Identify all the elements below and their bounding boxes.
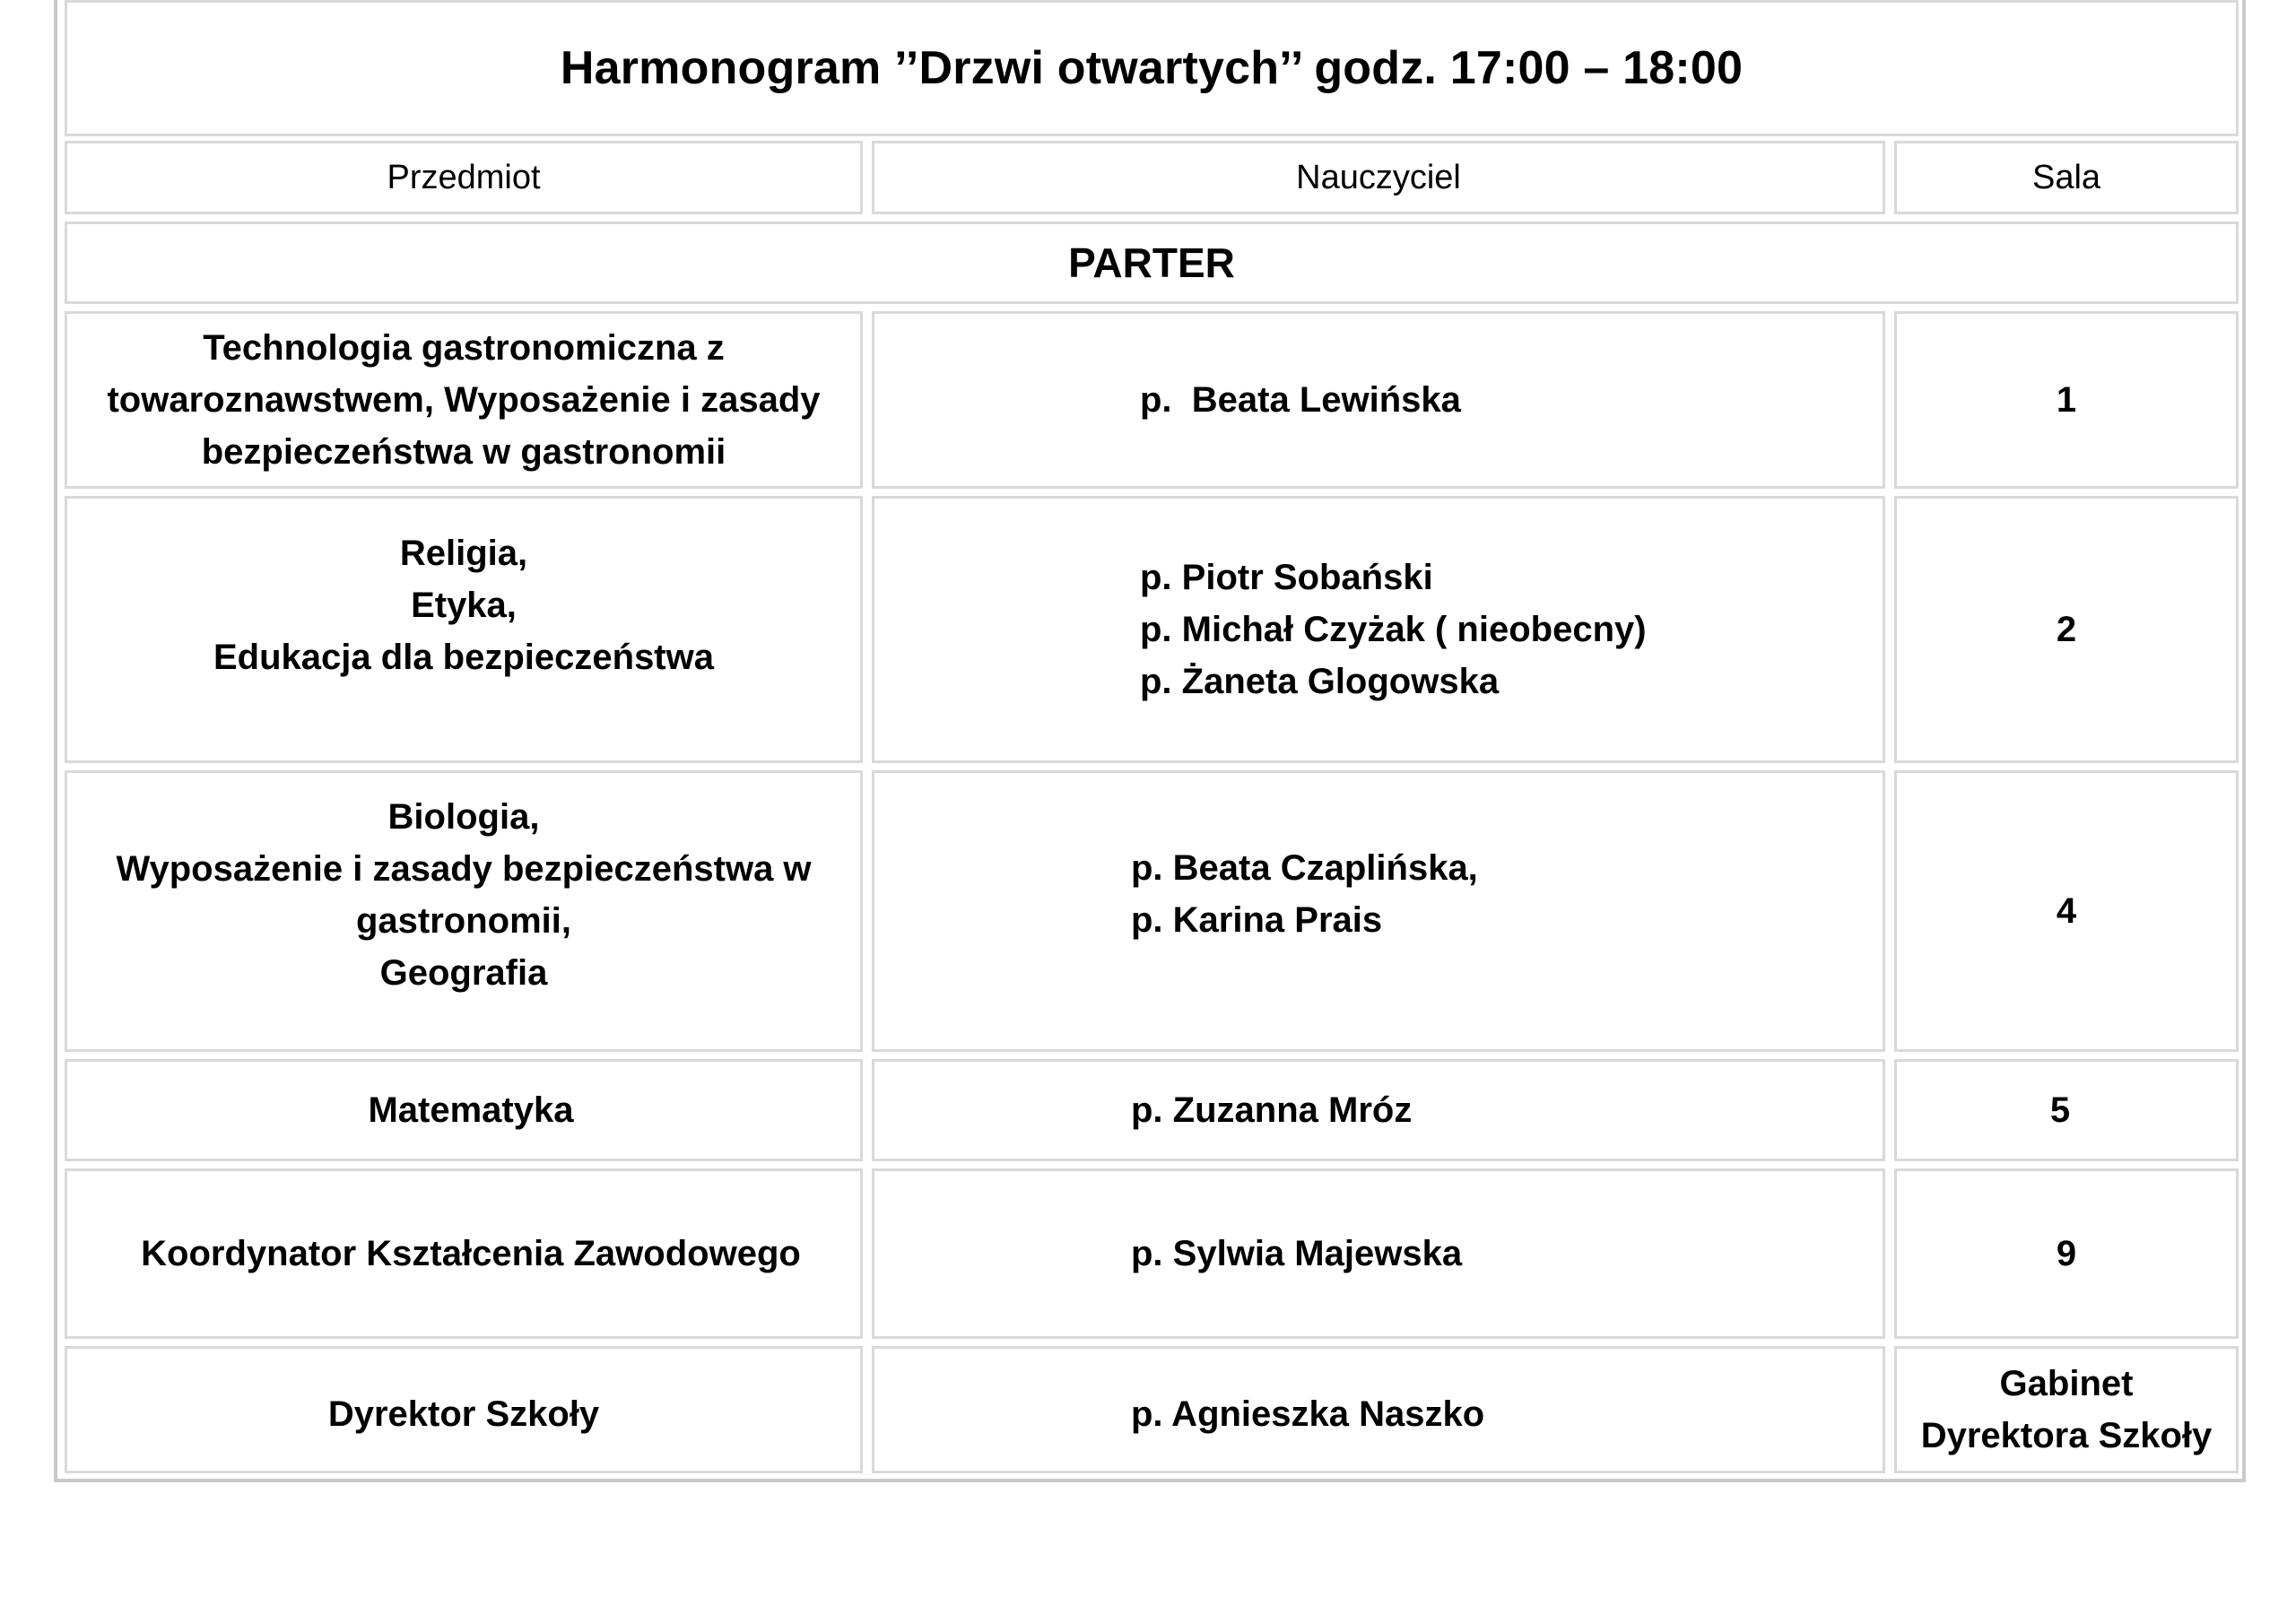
room-line: 9 <box>2056 1234 2077 1273</box>
subject-line: Technologia gastronomiczna z <box>203 328 725 368</box>
row-room <box>1894 311 2239 489</box>
subject-line: Wyposażenie i zasady bezpieczeństwa w <box>116 849 812 889</box>
row-teacher <box>872 770 1885 1052</box>
row-room <box>1894 1346 2239 1473</box>
schedule-table <box>54 0 2246 1482</box>
subject-line: Edukacja dla bezpieczeństwa <box>213 638 714 677</box>
teacher-line: p. Agnieszka Naszko <box>1131 1394 1485 1434</box>
subject-line: Geografia <box>379 953 548 993</box>
teacher-line: p. Michał Czyżak ( nieobecny) <box>1140 610 1647 649</box>
row-room <box>1894 496 2239 763</box>
row-subject <box>65 1059 863 1161</box>
teacher-line: p. Beata Lewińska <box>1140 380 1461 420</box>
header-subject-label: Przedmiot <box>387 158 541 196</box>
teacher-line: p. Karina Prais <box>1131 900 1383 940</box>
row-subject <box>65 496 863 763</box>
teacher-line: p. Piotr Sobański <box>1140 558 1433 597</box>
header-room <box>1894 141 2239 214</box>
subject-line: Religia, <box>399 534 528 573</box>
room-line: 4 <box>2056 891 2077 931</box>
subject-line: Koordynator Kształcenia Zawodowego <box>141 1234 801 1273</box>
row-room <box>1894 1168 2239 1339</box>
row-teacher <box>872 496 1885 763</box>
schedule-title-text: Harmonogram ’’Drzwi otwartych’’ godz. 17:00 – 18:00 <box>560 42 1744 94</box>
subject-line: Dyrektor Szkoły <box>327 1394 600 1434</box>
teacher-line: p. Sylwia Majewska <box>1131 1234 1463 1273</box>
row-subject <box>65 770 863 1052</box>
row-teacher <box>872 1059 1885 1161</box>
row-room <box>1894 1059 2239 1161</box>
subject-line: Matematyka <box>368 1090 574 1130</box>
teacher-line: p. Zuzanna Mróz <box>1131 1090 1413 1130</box>
subject-line: gastronomii, <box>355 901 571 941</box>
room-line: 1 <box>2056 380 2077 420</box>
row-subject <box>65 1346 863 1473</box>
header-teacher <box>872 141 1885 214</box>
teacher-line: p. Beata Czaplińska, <box>1131 848 1478 888</box>
schedule-title <box>65 0 2239 136</box>
room-line: 2 <box>2056 610 2077 649</box>
section-parter-label: PARTER <box>1068 239 1235 286</box>
subject-line: towaroznawstwem, Wyposażenie i zasady <box>107 380 821 420</box>
row-teacher <box>872 311 1885 489</box>
row-room <box>1894 770 2239 1052</box>
subject-line: Biologia, <box>387 797 540 837</box>
header-subject <box>65 141 863 214</box>
row-teacher <box>872 1168 1885 1339</box>
section-parter <box>65 221 2239 304</box>
subject-line: Etyka, <box>411 586 517 625</box>
room-line: Dyrektora Szkoły <box>1920 1416 2213 1455</box>
header-teacher-label: Nauczyciel <box>1296 158 1461 196</box>
room-line: 5 <box>2049 1090 2071 1130</box>
row-subject <box>65 1168 863 1339</box>
header-room-label: Sala <box>2031 158 2101 196</box>
subject-line: bezpieczeństwa w gastronomii <box>201 432 726 472</box>
teacher-line: p. Żaneta Glogowska <box>1140 662 1500 701</box>
room-line: Gabinet <box>1999 1364 2134 1403</box>
row-teacher <box>872 1346 1885 1473</box>
row-subject <box>65 311 863 489</box>
